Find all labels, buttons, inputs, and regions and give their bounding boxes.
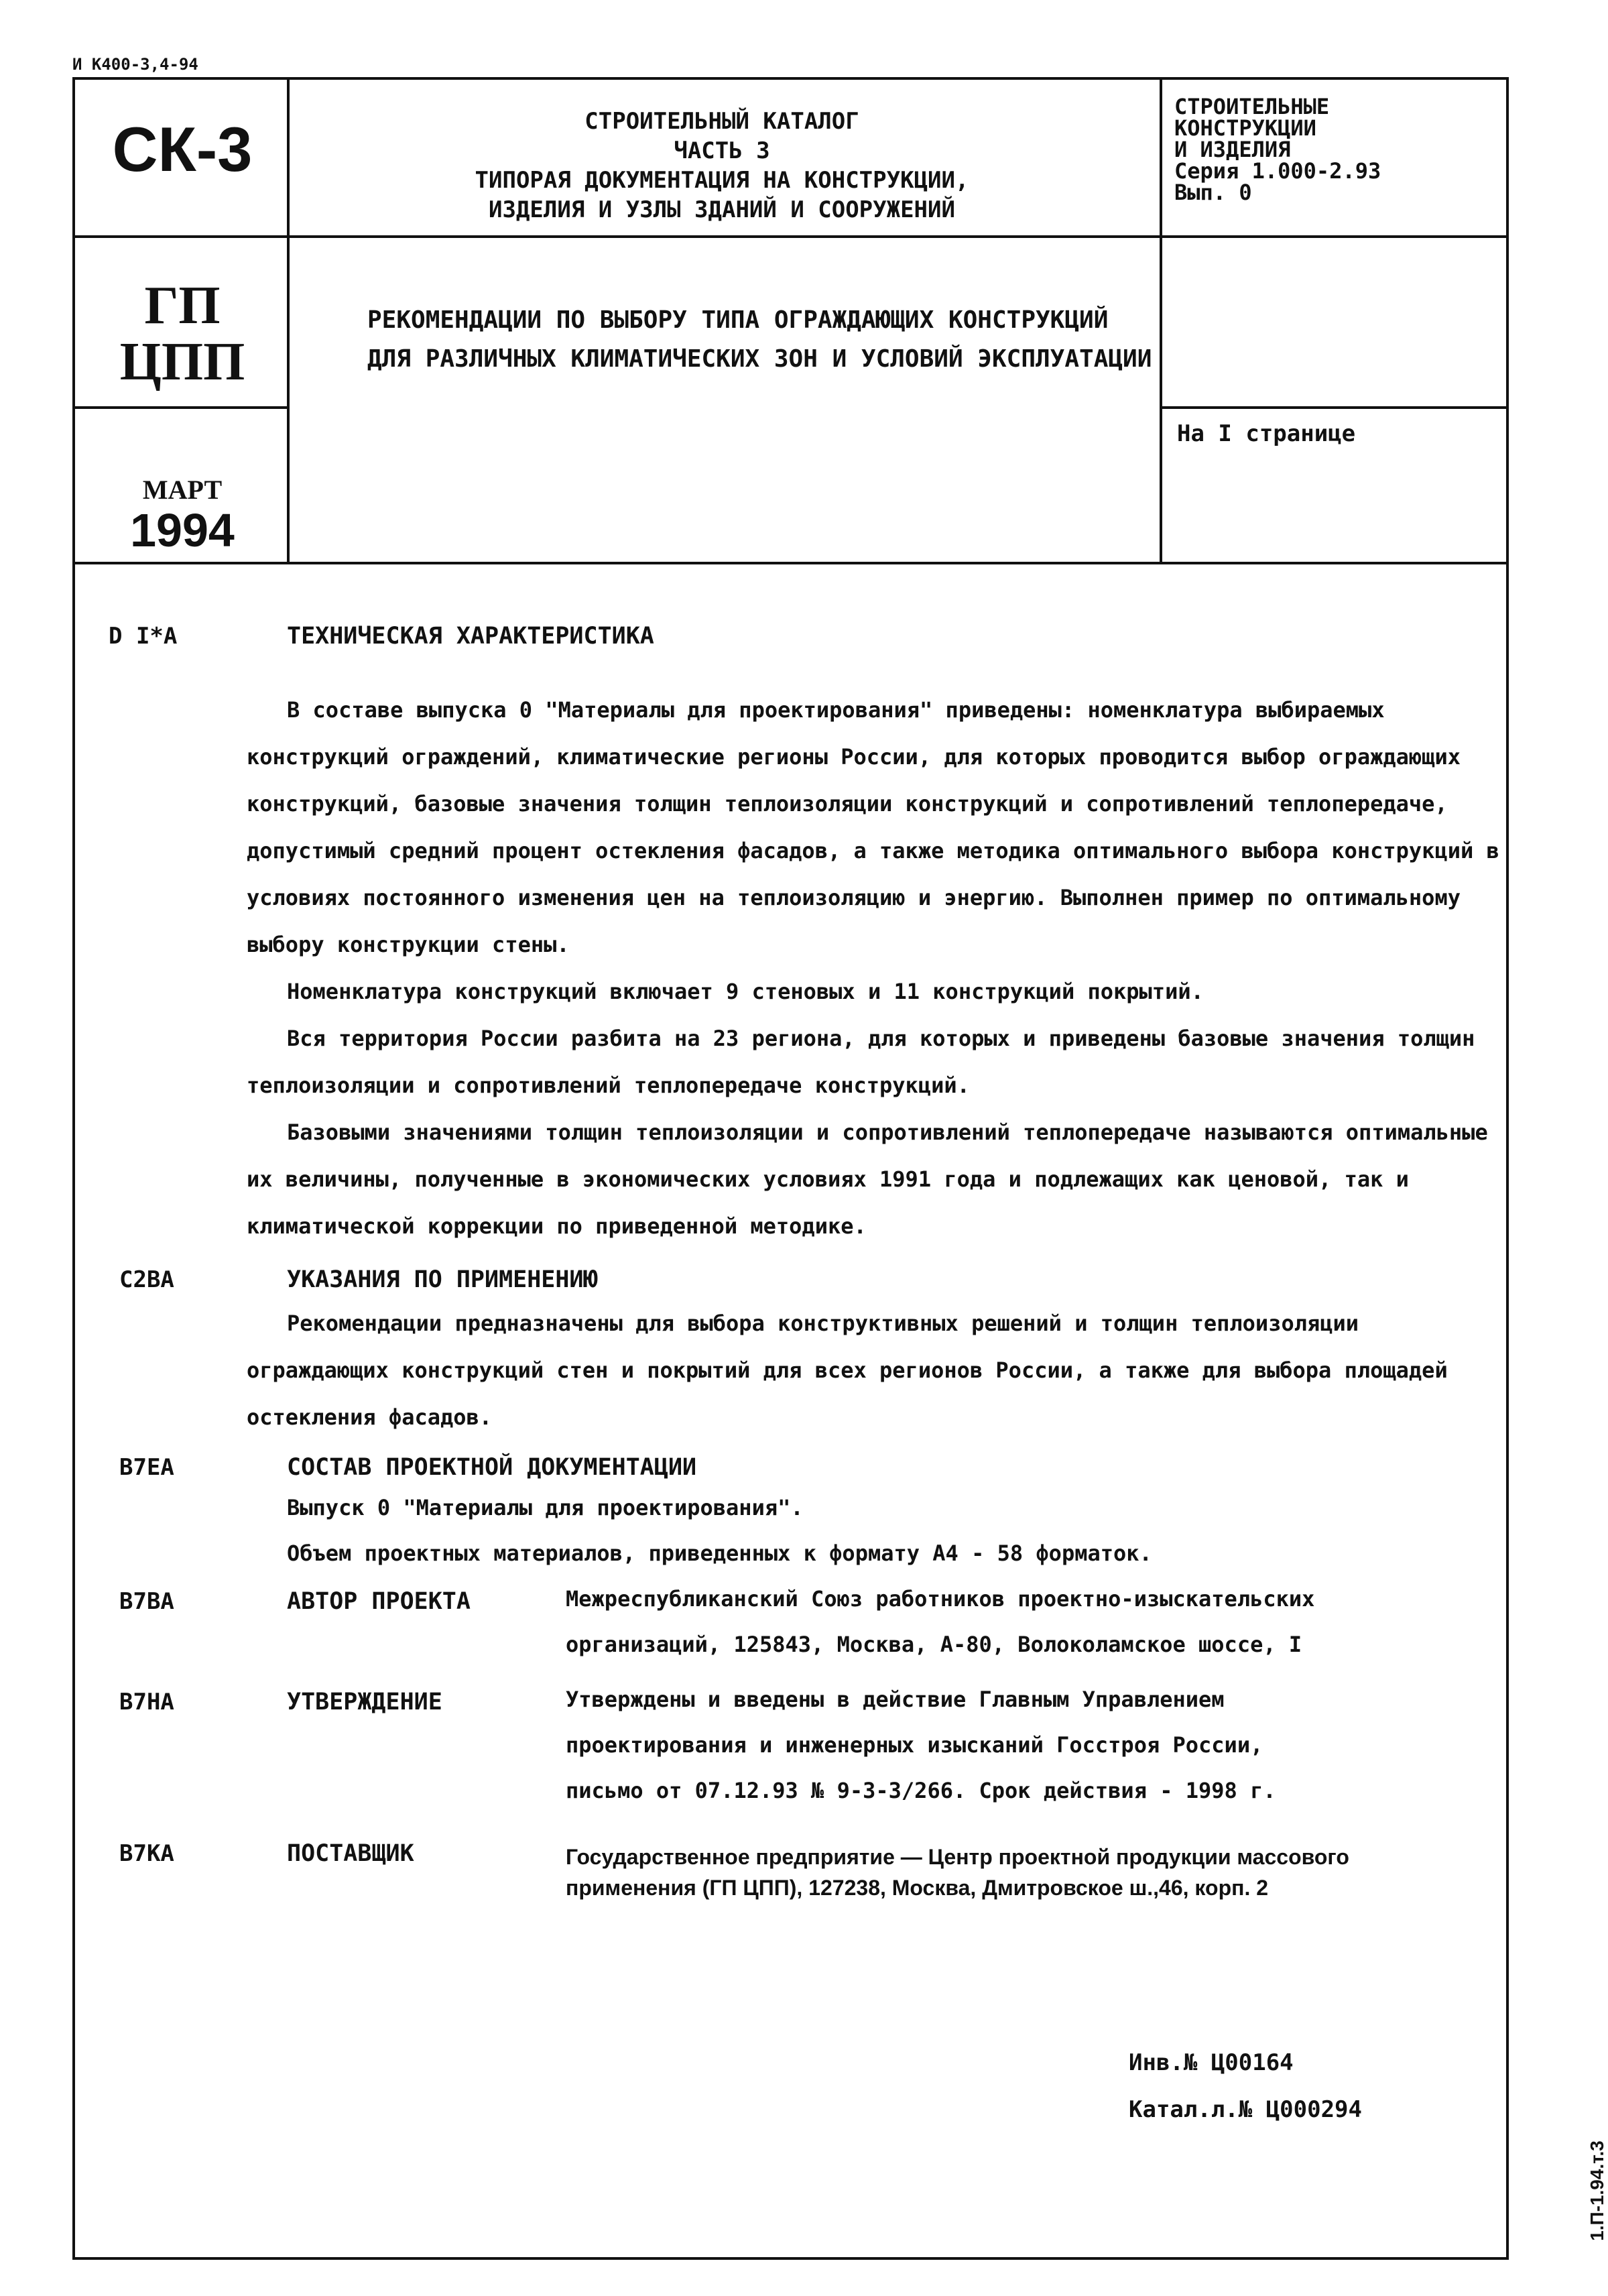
section-code-usage: C2BA xyxy=(119,1266,174,1293)
composition-line: Объем проектных материалов, приведенных к формату А4 - 58 форматок. xyxy=(287,1540,1152,1566)
series-line: И ИЗДЕЛИЯ xyxy=(1174,137,1291,162)
side-code: 1.П-1.94.т.3 xyxy=(1587,2140,1607,2241)
document-title xyxy=(367,301,1152,379)
supplier-line: Государственное предприятие — Центр проектной продукции массового xyxy=(566,1845,1349,1869)
composition-line: Выпуск 0 "Материалы для проектирования". xyxy=(287,1495,804,1520)
divider-header xyxy=(290,235,1506,238)
catalog-sheet-number: Катал.л.№ Ц000294 xyxy=(1129,2096,1362,2123)
tech-paragraph: Базовыми значениями толщин теплоизоляции и сопротивлений теплопередаче называются оптимальные их величины, полученные в экономических условиях 1991 года и подлежащих как ценовой, так и климатической коррекции по приведенной методике. xyxy=(247,1120,1488,1239)
inventory-number: Инв.№ Ц00164 xyxy=(1129,2049,1294,2076)
author-line: Межреспубликанский Союз работников проектно-изыскательских xyxy=(566,1586,1315,1612)
org-line: ЦПП xyxy=(119,333,245,391)
divider-sk3 xyxy=(75,235,290,238)
page-count: На I странице xyxy=(1177,420,1356,447)
divider-body xyxy=(75,562,1506,564)
organization-abbr xyxy=(80,278,284,390)
vertical-divider-right xyxy=(1160,80,1162,564)
catalog-line: ТИПОРАЯ ДОКУМЕНТАЦИЯ НА КОНСТРУКЦИИ, xyxy=(475,167,969,194)
usage-paragraph: Рекомендации предназначены для выбора конструктивных решений и толщин теплоизоляции ограждающих конструкций стен и покрытий для всех регионов России, а также для выбора площадей остекления фасадов. xyxy=(247,1311,1448,1430)
series-line: Серия 1.000-2.93 xyxy=(1174,158,1381,184)
section-code-tech: D I*A xyxy=(109,623,178,650)
supplier-address xyxy=(566,1841,1504,1903)
catalog-mark: СК-3 xyxy=(112,114,253,184)
catalog-line: СТРОИТЕЛЬНЫЙ КАТАЛОГ xyxy=(584,108,859,135)
page-frame xyxy=(72,77,1509,2260)
title-line: ДЛЯ РАЗЛИЧНЫХ КЛИМАТИЧЕСКИХ ЗОН И УСЛОВИЙ ЭКСПЛУАТАЦИИ xyxy=(367,345,1152,373)
tech-paragraph: В составе выпуска 0 "Материалы для проектирования" приведены: номенклатура выбираемых конструкций ограждений, климатические регионы России, для которых проводится выбор ограждающих конструкций, базовые значения толщин теплоизоляции конструкций и сопротивлений теплопередаче, допустимый средний процент остекления фасадов, а также методика оптимального выбора конструкций в условиях постоянного изменения цен на теплоизоляцию и энергию. Выполнен пример по оптимальному выбору конструкции стены. xyxy=(247,697,1499,957)
section-code-supplier: B7KA xyxy=(119,1840,174,1867)
section-label-approval: УТВЕРЖДЕНИЕ xyxy=(287,1689,442,1715)
section-code-composition: B7EA xyxy=(119,1454,174,1481)
catalog-line: ИЗДЕЛИЯ И УЗЛЫ ЗДАНИЙ И СООРУЖЕНИЙ xyxy=(489,196,955,223)
section-label-author: АВТОР ПРОЕКТА xyxy=(287,1588,471,1615)
approval-line: письмо от 07.12.93 № 9-3-3/266. Срок действия - 1998 г. xyxy=(566,1778,1276,1803)
section-heading-tech: ТЕХНИЧЕСКАЯ ХАРАКТЕРИСТИКА xyxy=(287,623,654,650)
supplier-line: применения (ГП ЦПП), 127238, Москва, Дмитровское ш.,46, корп. 2 xyxy=(566,1876,1269,1900)
approval-line: Утверждены и введены в действие Главным Управлением xyxy=(566,1687,1225,1712)
series-line: СТРОИТЕЛЬНЫЕ xyxy=(1174,94,1330,119)
catalog-line: ЧАСТЬ 3 xyxy=(674,137,770,164)
usage-description xyxy=(247,1300,1507,1441)
org-line: ГП xyxy=(144,276,221,335)
series-line: КОНСТРУКЦИИ xyxy=(1174,115,1316,141)
approval-line: проектирования и инженерных изысканий Госстроя России, xyxy=(566,1732,1263,1758)
divider-org xyxy=(75,406,290,409)
section-code-approval: B7HA xyxy=(119,1689,174,1715)
issue-year: 1994 xyxy=(130,504,235,556)
author-line: организаций, 125843, Москва, А-80, Волоколамское шоссе, I xyxy=(566,1632,1302,1657)
tech-paragraph: Вся территория России разбита на 23 региона, для которых и приведены базовые значения толщин теплоизоляции и сопротивлений теплопередаче конструкций. xyxy=(247,1026,1475,1098)
section-heading-composition: СОСТАВ ПРОЕКТНОЙ ДОКУМЕНТАЦИИ xyxy=(287,1454,697,1481)
divider-pages xyxy=(1162,406,1506,409)
issue-month: МАРТ xyxy=(142,475,223,505)
series-line: Вып. 0 xyxy=(1174,180,1252,205)
section-heading-usage: УКАЗАНИЯ ПО ПРИМЕНЕНИЮ xyxy=(287,1266,598,1293)
document-code: И К400-3,4-94 xyxy=(72,55,198,74)
section-label-supplier: ПОСТАВЩИК xyxy=(287,1840,414,1867)
series-block xyxy=(1174,96,1381,203)
title-line: РЕКОМЕНДАЦИИ ПО ВЫБОРУ ТИПА ОГРАЖДАЮЩИХ КОНСТРУКЦИЙ xyxy=(367,306,1109,334)
catalog-title xyxy=(290,107,1154,225)
tech-paragraph: Номенклатура конструкций включает 9 стеновых и 11 конструкций покрытий. xyxy=(287,979,1204,1004)
section-code-author: B7BA xyxy=(119,1588,174,1615)
tech-description xyxy=(247,686,1507,1250)
